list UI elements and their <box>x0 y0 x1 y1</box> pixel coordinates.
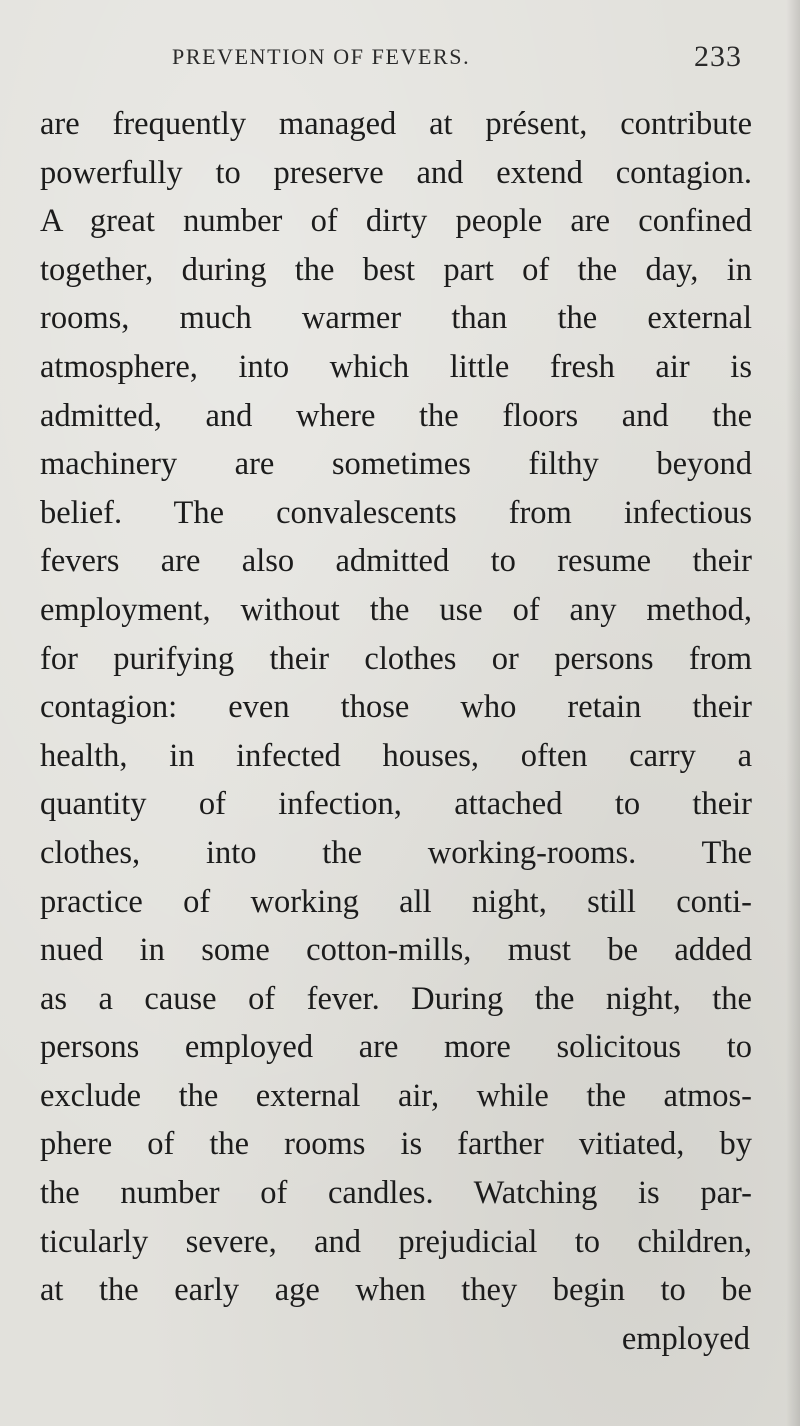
text-line: machinery are sometimes filthy beyond <box>40 446 752 483</box>
body-text <box>40 100 752 1363</box>
text-line: together, during the best part of the day, in <box>40 251 752 288</box>
text-line: belief. The convalescents from infectious <box>40 494 752 531</box>
text-line: nued in some cotton-mills, must be added <box>40 932 752 969</box>
text-line: as a cause of fever. During the night, the <box>40 980 752 1017</box>
text-line: clothes, into the working-rooms. The <box>40 834 752 871</box>
text-line: phere of the rooms is farther vitiated, by <box>40 1126 752 1163</box>
text-line: employment, without the use of any method, <box>40 591 752 628</box>
text-line: at the early age when they begin to be <box>40 1272 752 1309</box>
page-edge-shadow <box>786 0 800 1426</box>
text-line: quantity of infection, attached to their <box>40 786 752 823</box>
text-line: the number of candles. Watching is par- <box>40 1175 752 1212</box>
text-line: atmosphere, into which little fresh air is <box>40 348 752 385</box>
catchword: employed <box>621 1320 750 1357</box>
text-line: health, in infected houses, often carry a <box>40 737 752 774</box>
text-line: exclude the external air, while the atmos- <box>40 1077 752 1114</box>
text-line: ticularly severe, and prejudicial to children, <box>40 1223 752 1260</box>
page-number: 233 <box>694 40 742 73</box>
text-line: fevers are also admitted to resume their <box>40 543 752 580</box>
text-line: rooms, much warmer than the external <box>40 300 752 337</box>
text-line: powerfully to preserve and extend contagion. <box>40 154 752 191</box>
running-head <box>172 40 742 80</box>
text-line: contagion: even those who retain their <box>40 689 752 726</box>
text-line: practice of working all night, still conti- <box>40 883 752 920</box>
text-line: are frequently managed at présent, contribute <box>40 106 752 142</box>
text-line: admitted, and where the floors and the <box>40 397 752 434</box>
text-line: A great number of dirty people are confined <box>40 203 752 240</box>
text-line: persons employed are more solicitous to <box>40 1029 752 1066</box>
text-line: for purifying their clothes or persons from <box>40 640 752 677</box>
running-title: PREVENTION OF FEVERS. <box>172 44 471 69</box>
